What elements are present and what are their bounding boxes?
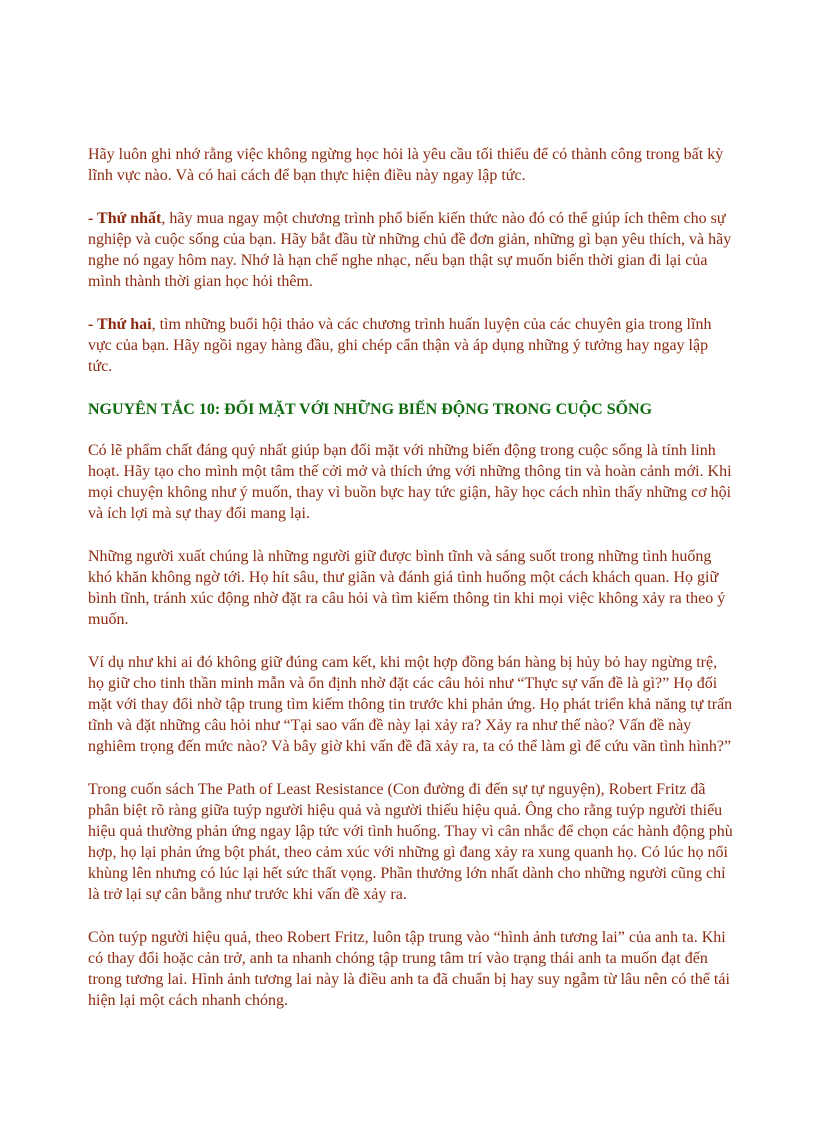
second-way-text: , tìm những buổi hội thảo và các chương trình huấn luyện của các chuyên gia trong lĩnh vực của bạn. Hãy ngồi ngay hàng đầu, ghi chép cẩn thận và áp dụng những ý tưởng hay ngay lập tức. xyxy=(88,316,712,375)
document-body xyxy=(88,144,736,1033)
first-way-label: - Thứ nhất xyxy=(88,210,162,227)
body-paragraph: Những người xuất chúng là những người giữ được bình tĩnh và sáng suốt trong những tình huống khó khăn không ngờ tới. Họ hít sâu, thư giãn và đánh giá tình huống một cách khách quan. Họ giữ bình tĩnh, tránh xúc động nhờ đặt ra câu hỏi và tìm kiếm thông tin khi mọi việc không xảy ra theo ý muốn. xyxy=(88,548,726,628)
second-way-paragraph xyxy=(88,314,736,377)
body-paragraph: Ví dụ như khi ai đó không giữ đúng cam kết, khi một hợp đồng bán hàng bị hủy bỏ hay ngừng trệ, họ giữ cho tinh thần minh mẫn và ổn định nhờ đặt các câu hỏi như “Thực sự vấn đề là gì?” Họ đối mặt với thay đổi nhờ tập trung tìm kiếm thông tin trước khi phản ứng. Họ phát triển khả năng tự trấn tĩnh và đặt những câu hỏi như “Tại sao vấn đề này lại xảy ra? Xảy ra như thế nào? Vấn đề này nghiêm trọng đến mức nào? Và bây giờ khi vấn đề đã xảy ra, ta có thể làm gì để cứu vãn tình hình?” xyxy=(88,654,733,755)
body-paragraph: Trong cuốn sách The Path of Least Resistance (Con đường đi đến sự tự nguyện), Robert Fritz đã phân biệt rõ ràng giữa tuýp người hiệu quả và người thiếu hiệu quả. Ông cho rằng tuýp người thiếu hiệu quả thường phản ứng ngay lập tức với tình huống. Thay vì cân nhắc để chọn các hành động phù hợp, họ lại phản ứng bột phát, theo cảm xúc với những gì đang xảy ra xung quanh họ. Có lúc họ nổi khùng lên nhưng có lúc lại hết sức thất vọng. Phần thưởng lớn nhất dành cho những người cũng chỉ là trở lại sự cân bằng như trước khi vấn đề xảy ra. xyxy=(88,781,733,903)
first-way-paragraph xyxy=(88,208,736,292)
intro-paragraph: Hãy luôn ghi nhớ rằng việc không ngừng học hỏi là yêu cầu tối thiểu để có thành công trong bất kỳ lĩnh vực nào. Và có hai cách để bạn thực hiện điều này ngay lập tức. xyxy=(88,146,724,184)
body-paragraph: Có lẽ phẩm chất đáng quý nhất giúp bạn đối mặt với những biến động trong cuộc sống là tính linh hoạt. Hãy tạo cho mình một tâm thế cởi mở và thích ứng với những thông tin và hoàn cảnh mới. Khi mọi chuyện không như ý muốn, thay vì buồn bực hay tức giận, hãy học cách nhìn thấy những cơ hội và ích lợi mà sự thay đổi mang lại. xyxy=(88,442,732,522)
first-way-text: , hãy mua ngay một chương trình phổ biến kiến thức nào đó có thể giúp ích thêm cho sự nghiệp và cuộc sống của bạn. Hãy bắt đầu từ những chủ đề đơn giản, những gì bạn yêu thích, và hãy nghe nó ngay hôm nay. Nhớ là hạn chế nghe nhạc, nếu bạn thật sự muốn biến thời gian đi lại của mình thành thời gian học hỏi thêm. xyxy=(88,210,732,290)
section-heading: NGUYÊN TẮC 10: ĐỐI MẶT VỚI NHỮNG BIẾN ĐỘNG TRONG CUỘC SỐNG xyxy=(88,401,653,418)
second-way-label: - Thứ hai xyxy=(88,316,152,333)
body-paragraph: Còn tuýp người hiệu quả, theo Robert Fritz, luôn tập trung vào “hình ảnh tương lai” của anh ta. Khi có thay đổi hoặc cản trở, anh ta nhanh chóng tập trung tâm trí vào trạng thái anh ta muốn đạt đến trong tương lai. Hình ảnh tương lai này là điều anh ta đã chuẩn bị hay suy ngẫm từ lâu nên có thể tái hiện lại một cách nhanh chóng. xyxy=(88,929,730,1009)
